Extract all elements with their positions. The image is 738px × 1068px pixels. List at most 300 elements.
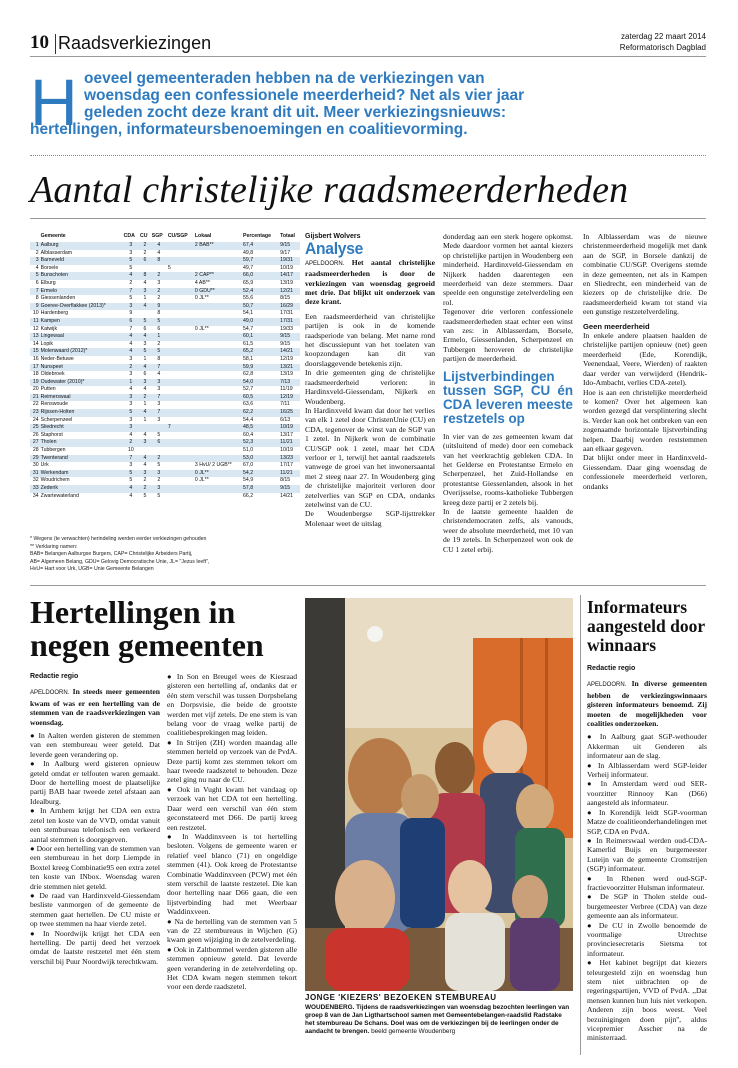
table-cell: [194, 310, 242, 318]
table-cell: Barneveld: [40, 257, 123, 265]
table-cell: [167, 432, 194, 440]
table-cell: 3: [139, 470, 151, 478]
table-row: [30, 386, 300, 394]
table-cell: [167, 439, 194, 447]
analyse-column-2: [443, 232, 573, 554]
table-notes: [30, 536, 209, 574]
table-cell: 4: [123, 272, 139, 280]
photo-caption: [305, 1004, 573, 1036]
table-cell: 5: [129, 264, 133, 271]
hertellingen-byline: Redactie regio: [30, 673, 79, 680]
table-cell: 66,2: [242, 492, 254, 499]
table-cell: 7: [123, 455, 139, 463]
table-cell: 7: [151, 364, 167, 372]
table-cell: 3: [139, 439, 151, 447]
table-cell: 62,2: [242, 409, 279, 417]
header-divider: [55, 34, 56, 54]
table-cell: 3: [123, 394, 139, 402]
table-cell: [194, 356, 242, 364]
table-cell: Werkendam: [40, 470, 123, 478]
table-cell: 2: [143, 477, 147, 484]
table-cell: 12/21: [279, 288, 300, 296]
table-cell: 30: [32, 462, 39, 469]
table-cell: 23: [30, 409, 40, 417]
analyse-byline: Gijsbert Wolvers: [305, 233, 361, 240]
hertellingen-dateline: APELDOORN.: [30, 690, 70, 697]
table-cell: [194, 250, 242, 258]
table-cell: 9: [129, 310, 133, 317]
table-cell: 6: [139, 257, 151, 265]
table-cell: 52,3: [242, 439, 279, 447]
intro-line-1: oeveel gemeenteraden hebben na de verkiezingen van: [84, 70, 485, 87]
table-cell: 6: [143, 325, 147, 332]
table-cell: 2 CAP**: [194, 272, 242, 280]
table-cell: [167, 333, 194, 341]
table-header: Percentage: [242, 233, 271, 239]
hertellingen-body-2: ● In Son en Breugel wees de Kiesraad gisteren een hertelling af, ondanks dat er één stem verschil was tussen Dorpsbelang en Dorpsvisie, die beide de grootste werden met vijf zetels. De ene stem is van belang voor de vraag welke partij de coalitiebesprekingen mag leiden. ● In Strijen (ZH) worden maandag alle stemmen herteld op verzoek van de PvdA. Deze partij komt zes stemmen tekort om haar tweede raadszetel te behouden. Deze zetel ging nu naar de CU. ● Ook in Vught kwam het vandaag op verzoek van het CDA tot een hertelling. Daar werd een verschil van één stem geconstateerd met D66. De partij kreeg een restzetel. ● In Waddinxveen is tot hertelling besloten. Volgens de gemeente waren er relatief veel blanco (71) en ongeldige stemmen (41). Ook kreeg de Protestantse Combinatie Waddinxveen (PCW) met één stem verschil de laatste restzetel. Die kan door hertelling naar D66 gaan, die een lijstverbinding had met Weerbaar Waddinxveen. ● Na de hertelling van de stemmen van 5 van de 22 stembureaus in Wijchen (G) kwam geen wijziging in de zetelverdeling. ● Ook in Zaltbommel werden gisteren alle stemmen opnieuw geteld. Dat leverde geen verandering in de zetelverdeling op. Het CDA kwam negen stemmen tekort voor een derde raadszetel.: [167, 672, 297, 992]
table-cell: 32: [32, 477, 39, 484]
table-cell: 4: [143, 462, 147, 469]
table-cell: 67,0: [242, 462, 254, 469]
table-cell: 2: [157, 340, 161, 347]
informateurs-dateline: APELDOORN.: [587, 682, 627, 689]
table-cell: 49,7: [242, 264, 254, 271]
table-row: [30, 288, 300, 296]
table-cell: 58,1: [242, 355, 254, 362]
analyse-body-3a: In Alblasserdam was de nieuwe christenmeerderheid mogelijk met dank aan de SGP, in Borsele dankzij de combinatie CU/SGP. Overigens stemde in deze gemeenten, net als in Kampen en Sliedrecht, een minderheid van de kiezers op de christelijke drie. De raadsmeerderheid kwam tot stand via een gunstige restzetelverdeling.: [583, 232, 707, 317]
table-cell: [167, 303, 194, 311]
table-cell: 2: [151, 455, 167, 463]
table-cell: [167, 318, 194, 326]
table-cell: 55,6: [242, 295, 254, 302]
page-number: 10: [30, 32, 49, 53]
table-cell: 54,1: [242, 310, 254, 317]
photo-credit: beeld gemeente Woudenberg: [371, 1028, 456, 1035]
table-cell: 10/19: [279, 424, 300, 432]
table-cell: 6: [151, 439, 167, 447]
table-row: [30, 280, 300, 288]
table-cell: 0 JL**: [194, 295, 209, 302]
table-row: [30, 485, 300, 493]
table-note: BAB= Belangen Aalburgse Burgers, CAP= Christelijke Arbeiders Partij,: [30, 551, 193, 557]
table-cell: [167, 417, 194, 425]
table-cell: 52,7: [242, 386, 254, 393]
table-cell: 5: [151, 348, 167, 356]
table-cell: 6: [123, 318, 139, 326]
table-row: [30, 310, 300, 318]
table-cell: 61,5: [242, 340, 254, 347]
table-cell: [139, 265, 151, 273]
table-cell: 11: [30, 318, 40, 326]
table-cell: 3: [30, 257, 40, 265]
header-rule: [30, 56, 706, 57]
table-row: [30, 348, 300, 356]
table-cell: 5: [129, 295, 133, 302]
table-cell: 4 AB**: [194, 279, 210, 286]
intro-dropcap: H: [30, 65, 78, 139]
informateurs-body: ● In Aalburg gaat SGP-wethouder Akkerman uit Genderen als informateur aan de slag. ● In Alblasserdam werd SGP-leider Verheij informateur. ● In Amsterdam werd oud SER-voorzitter Rinnooy Kan (D66) aangesteld als informateur. ● In Korendijk leidt SGP-voorman Matze de coalitieonderhandelingen met SGP, CDA en PvdA. ● In Reimerswaal werden oud-CDA-Kamerlid Buijs en burgemeester Luteijn van de gemeente Cromstrijen (SGP) informateur. ● In Rhenen werd oud-SGP-fractievoorzitter Hulsman informateur. ● De SGP in Tholen stelde oud-burgemeester Verbree (CDA) van deze gemeente aan als informateur. ● De CU in Zwolle benoemde de voormalige Utrechtse provinciesecretaris Sietsma tot informateur. ● Het kabinet begrijpt dat kiezers teleurgesteld zijn en woensdag hun stem niet uitbrachten op de regeringspartijen, VVD of PvdA. ,,Dat mensen kunnen hun luis niet verkopen. Anderen zijn boos weest. Veel bezuinigingen doen pijn'', aldus vicepremier Asscher na de ministerraad.: [587, 732, 707, 1043]
table-row: [30, 417, 300, 425]
table-cell: 2: [139, 394, 151, 402]
table-cell: [194, 394, 242, 402]
table-cell: 2: [151, 272, 167, 280]
analyse-body-1: Een raadsmeerderheid van christelijke partijen is ook in de komende raadsperiode van belang. Met name rond het discussiepunt van het toelaten van koopzondagen kan dit van doorslaggevende betekenis zijn. In drie gemeenten ging de christelijke raadsmeerderheid verloren: in Hardinxveld-Giessendam, Nijkerk en Woudenberg. In Hardinxveld kwam dat door het verlies van elk 1 zetel door ChristenUnie (CU) en CDA, tegenover de winst van de SGP van 1 zetel. In Nijkerk won de combinatie CU/SGP ook 1 zetel, maar het CDA verloor er 1, terwijl het aantal raadszetels vanwege de groei van het inwonersaantal met 2 steeg naar 27. In Woudenberg ging de christelijke majoriteit verloren door zetelverlies van SGP en CDA, ondanks zetelwinst van de CU. De Woudenbergse SGP-lijsttrekker Molenaar weet de uitslag: [305, 311, 435, 528]
photo-caption-place: WOUDENBERG.: [305, 1004, 355, 1011]
table-cell: 0 JL**: [194, 470, 242, 478]
publication-name: Reformatorisch Dagblad: [619, 43, 706, 52]
table-cell: 6/13: [280, 416, 291, 423]
table-row: [30, 272, 300, 280]
table-cell: 65,9: [242, 279, 254, 286]
table-cell: [139, 447, 151, 455]
intro-line-4: hertellingen, informateursbenoemingen en coalitievorming.: [30, 121, 468, 138]
table-cell: 5: [123, 409, 139, 417]
table-cell: 1: [143, 416, 147, 423]
table-row: [30, 439, 300, 447]
table-cell: [167, 326, 194, 334]
table-cell: [167, 371, 194, 379]
analyse-body-2b: In vier van de zes gemeenten kwam dat (uitsluitend of mede) door een comeback van het veerkrachtig gebleken CDA. In het Gelderse en Protestantse Ermelo en Scherpenzeel, het Zuid-Hollandse en protestantse Giessenlanden, alsook in het Overijsselse, rooms-katholieke Tubbergen kreeg deze partij er 2 zetels bij. In de laatste gemeente haalden de christendemocraten zelfs, als vanouds, weer de absolute meerderheid, met 10 van de 19 zetels. In Scherpenzeel won ook de CU 1 zetel erbij.: [443, 431, 573, 554]
table-row: [30, 295, 300, 303]
hertellingen-column-1: [30, 672, 160, 966]
table-cell: 20: [32, 386, 39, 393]
table-cell: [194, 432, 242, 440]
table-cell: 13: [30, 333, 40, 341]
table-row: [30, 257, 300, 265]
table-cell: 3: [157, 279, 161, 286]
analyse-label: Analyse: [305, 239, 364, 259]
table-cell: 1: [151, 333, 167, 341]
table-cell: 3: [143, 340, 147, 347]
analyse-lead-text: Het aantal christelijke raadsmeerderheden is door de verkiezingen van woensdag gegroeid met drie. Dat blijkt uit onderzoek van deze krant.: [305, 257, 435, 307]
table-cell: 17/31: [280, 310, 294, 317]
table-cell: 2: [123, 439, 139, 447]
table-note: ** Verklaring namen:: [30, 543, 78, 550]
informateurs-lead-text: In diverse gemeenten hebben de verkiezingswinnaars gisteren informateurs benoemd. Zij moeten de mogelijkheden voor coalities onderzoeken.: [587, 679, 707, 729]
table-cell: 2: [35, 249, 39, 256]
table-cell: 5: [167, 264, 171, 271]
table-cell: 7: [123, 288, 139, 296]
table-cell: [151, 424, 167, 432]
photo-caption-text: Tijdens de raadsverkiezingen van woensdag bezochten leerlingen van groep 8 van de Jan Ligthartschool samen met Gemeentebelangen-raadslid Radstake het stembureau De Schans. Doel was om de verkiezingen bij de leerlingen onder de aandacht te brengen.: [305, 1004, 570, 1035]
table-cell: 50,7: [242, 303, 279, 311]
table-cell: Nunspeet: [40, 364, 123, 372]
table-cell: Goeree-Overflakkee (2013)*: [40, 303, 123, 311]
table-cell: 1: [30, 242, 40, 250]
table-cell: 2: [157, 477, 161, 484]
table-cell: Ermelo: [40, 288, 123, 296]
table-cell: 54,9: [242, 477, 254, 484]
table-cell: 2: [143, 249, 147, 256]
table-cell: 2: [139, 242, 151, 250]
analyse-lead: [305, 258, 435, 307]
table-cell: [167, 310, 194, 318]
table-cell: 1: [143, 295, 147, 302]
table-cell: [167, 242, 194, 250]
table-cell: 5: [129, 477, 133, 484]
table-cell: 5: [151, 318, 167, 326]
table-cell: Sliedrecht: [40, 424, 123, 432]
table-cell: 2: [157, 295, 161, 302]
table-cell: 12/19: [279, 394, 300, 402]
table-cell: 3: [123, 424, 139, 432]
table-cell: Reimerswaal: [40, 394, 123, 402]
table-cell: Tubbergen: [40, 447, 66, 454]
table-cell: 3: [129, 401, 133, 408]
table-cell: 7: [129, 325, 133, 332]
table-cell: 4: [157, 249, 161, 256]
table-cell: Kampen: [40, 318, 123, 326]
table-cell: 13/19: [280, 371, 294, 378]
table-cell: [167, 295, 194, 303]
table-cell: 16/25: [279, 409, 300, 417]
table-cell: 16: [32, 355, 39, 362]
table-cell: 19/33: [280, 325, 294, 332]
table-cell: 31: [30, 470, 40, 478]
analyse-subhead-geen: Geen meerderheid: [583, 321, 650, 331]
table-cell: 3: [157, 416, 161, 423]
photo-caption-title: JONGE 'KIEZERS' BEZOEKEN STEMBUREAU: [305, 993, 497, 1002]
table-row: [30, 493, 300, 501]
table-cell: 4: [129, 340, 133, 347]
table-cell: [167, 250, 194, 258]
table-cell: 17/31: [279, 318, 300, 326]
table-cell: 12: [32, 325, 39, 332]
table-row: [30, 455, 300, 463]
table-cell: [167, 485, 194, 493]
analyse-subheadline: Lijstverbindingen tussen SGP, CU én CDA leveren meeste restzetels op: [443, 368, 573, 426]
table-cell: [151, 265, 167, 273]
table-cell: [167, 462, 194, 470]
table-header: CU/SGP: [167, 233, 188, 239]
table-cell: 63,6: [242, 401, 254, 408]
table-cell: [167, 447, 194, 455]
table-cell: Borsele: [40, 264, 59, 271]
table-row: [30, 265, 300, 273]
table-cell: 5: [139, 318, 151, 326]
table-cell: 7: [151, 394, 167, 402]
table-cell: 4: [123, 485, 139, 493]
table-cell: 26: [32, 431, 39, 438]
table-cell: Bunschoten: [40, 272, 123, 280]
table-cell: 1: [123, 379, 139, 387]
table-cell: [167, 341, 194, 349]
analyse-dateline: APELDOORN.: [305, 260, 345, 267]
table-cell: 4: [139, 364, 151, 372]
table-cell: 4: [139, 333, 151, 341]
table-cell: [167, 348, 194, 356]
table-cell: 2 BAB**: [194, 242, 242, 250]
table-cell: 2: [129, 279, 133, 286]
table-cell: [167, 409, 194, 417]
table-cell: 3: [123, 303, 139, 311]
table-cell: 14/21: [279, 348, 300, 356]
table-row: [30, 462, 300, 470]
table-row: [30, 394, 300, 402]
table-cell: [194, 303, 242, 311]
table-cell: 13/19: [280, 279, 294, 286]
table-cell: Oldebroek: [40, 371, 65, 378]
table-cell: [194, 401, 242, 409]
table-cell: Giessenlanden: [40, 295, 76, 302]
table-cell: 17/17: [280, 462, 294, 469]
table-cell: 7/13: [279, 379, 300, 387]
table-cell: 5: [143, 492, 147, 499]
table-cell: 7: [151, 409, 167, 417]
table-cell: [167, 401, 194, 409]
table-cell: 49,8: [242, 249, 254, 256]
table-row: [30, 318, 300, 326]
column-divider: [580, 595, 581, 1055]
table-cell: Lopik: [40, 340, 54, 347]
table-cell: [167, 280, 194, 288]
table-cell: 13/23: [279, 455, 300, 463]
table-cell: Tholen: [40, 439, 123, 447]
table-cell: [194, 371, 242, 379]
table-header: Lokaal: [194, 233, 212, 239]
analyse-body-3b: In enkele andere plaatsen haalden de christelijke partijen opnieuw (net) geen meerderheid (Ede, Korendijk, Veenendaal, Veere, Wierden) of raakten daar verder van verwijderd (Hendrik-Ido-Ambacht, verlies CDA-zetel). Hoe is aan een christelijke meerderheid te komen? Over het algemeen kan worden gezegd dat versplintering slecht is. Verder kan ook het ontbreken van een zogenaamde horizontale lijstverbinding helpen. Daarbij worden reststemmen aan elkaar gegeven. Dat blijkt onder meer in Hardinxveld-Giessendam. Daar ging woensdag de confessionele meerderheid verloren, ondanks: [583, 331, 707, 491]
section-rule: [30, 585, 706, 586]
table-row: [30, 242, 300, 250]
table-cell: 9/15: [280, 340, 291, 347]
table-cell: Oudewater (2010)*: [40, 379, 123, 387]
table-cell: [194, 386, 242, 394]
analyse-body-2a: donderdag aan een sterk hogere opkomst. Mede daardoor vormen het aantal kiezers op christelijke partijen in Woudenberg een minderheid. Hardinxveld-Giessendam en Nijkerk hadden daarentegen een meerderheid van deze stemmers. Daar speelde een ongunstige zetelverdeling een rol. Tegenover drie verloren confessionele raadsmeerderheden staat echter een winst van zes: in Alblasserdam, Borsele, Ermelo, Giessenlanden, Scherpenzeel en Tubbergen heroveren de christelijke partijen de meerderheid.: [443, 232, 573, 364]
table-cell: Scherpenzeel: [40, 416, 73, 423]
table-cell: [139, 310, 151, 318]
table-cell: 13/21: [279, 364, 300, 372]
table-cell: 4: [139, 455, 151, 463]
table-cell: Alblasserdam: [40, 249, 73, 256]
table-cell: 12/19: [280, 355, 294, 362]
table-cell: 3: [129, 416, 133, 423]
table-cell: 62,8: [242, 371, 254, 378]
title-rule: [30, 218, 706, 219]
table-cell: 8: [157, 310, 161, 317]
table-cell: 2: [123, 364, 139, 372]
table-cell: Zwartewaterland: [40, 492, 79, 499]
table-cell: 2: [151, 288, 167, 296]
table-cell: 4: [157, 371, 161, 378]
table-cell: [167, 394, 194, 402]
table-cell: 54,0: [242, 379, 279, 387]
table-cell: [194, 318, 242, 326]
analyse-column-3: [583, 232, 707, 491]
table-header-row: [30, 232, 300, 242]
table-cell: 3: [151, 379, 167, 387]
table-cell: [151, 447, 167, 455]
informateurs-lead: [587, 679, 707, 728]
table-cell: 59,9: [242, 364, 279, 372]
table-note: * Wegens (te verwachten) herindeling werden eerder verkiezingen gehouden: [30, 536, 207, 542]
table-cell: 4: [143, 279, 147, 286]
table-cell: [194, 257, 242, 265]
table-cell: 3: [151, 470, 167, 478]
table-cell: 14/21: [280, 492, 294, 499]
table-cell: Elburg: [40, 279, 56, 286]
table-cell: 4: [129, 386, 133, 393]
table-cell: 11/19: [280, 386, 293, 393]
table-cell: [194, 333, 242, 341]
table-cell: 48,5: [242, 424, 279, 432]
table-cell: [194, 364, 242, 372]
table-cell: 57,8: [242, 485, 279, 493]
table-cell: 6: [143, 371, 147, 378]
table-cell: 4: [143, 431, 147, 438]
table-cell: 49,0: [242, 318, 279, 326]
table-cell: 0 JL**: [194, 325, 209, 332]
table-row: [30, 371, 300, 379]
table-header: Totaal: [280, 233, 295, 239]
table-cell: [167, 356, 194, 364]
table-cell: Lingewaal: [40, 333, 123, 341]
table-cell: 54,7: [242, 325, 254, 332]
table-cell: 6: [35, 279, 39, 286]
table-cell: 3: [139, 288, 151, 296]
table-cell: [167, 379, 194, 387]
table-cell: Woudrichem: [40, 477, 70, 484]
table-cell: Renswoude: [40, 401, 69, 408]
table-cell: 27: [30, 439, 40, 447]
table-cell: [194, 493, 242, 501]
table-cell: Staphorst: [40, 431, 63, 438]
table-cell: 5: [30, 272, 40, 280]
table-cell: [194, 485, 242, 493]
table-cell: 5: [123, 470, 139, 478]
hertellingen-lead: [30, 687, 160, 727]
table-cell: [194, 379, 242, 387]
table-row: [30, 447, 300, 455]
table-cell: 18: [32, 371, 39, 378]
table-cell: 2: [139, 485, 151, 493]
table-cell: Molenwaard (2012)*: [40, 348, 123, 356]
table-cell: 10/19: [280, 264, 294, 271]
table-cell: Aalburg: [40, 242, 123, 250]
table-cell: 66,0: [242, 272, 279, 280]
table-cell: 3 HvU/ 2 UGB**: [194, 462, 232, 469]
table-cell: 34: [32, 492, 39, 499]
table-cell: 21: [30, 394, 40, 402]
table-cell: [167, 493, 194, 501]
table-cell: [167, 272, 194, 280]
table-cell: [194, 348, 242, 356]
table-cell: 60,1: [242, 333, 279, 341]
table-cell: 14: [32, 340, 39, 347]
table-cell: [167, 477, 194, 485]
hertellingen-body-1: ● In Aalten werden gisteren de stemmen van een stembureau weer geteld. Dat leverde geen verandering op. ● In Aalburg werd gisteren opnieuw geteld omdat er telfouten waren gemaakt. Door de hertelling moest de plaatselijke partij BAB haar tweede zetel afstaan aan Idealburg. ● In Arnhem krijgt het CDA een extra zetel ten koste van de VVD, omdat vanuit een stembureau telefonisch een verkeerd aantal stemmen is doorgegeven. ● Door een hertelling van de stemmen van een stembureau in het dorp Liempde in Boxtel kreeg Combinatie95 een extra zetel ten koste van INbox. Woensdag waren drie stemmen niet geteld. ● De raad van Hardinxveld-Giessendam besliste vanmorgen of de gemeente de stemmen gaat hertellen. De CU miste er op twee stemmen na haar vierde zetel. ● In Noordwijk krijgt het CDA een hertelling. De partij deed het verzoek omdat de laatste restzetel met één stem verschil bij Puur Noordwijk terechtkwam.: [30, 731, 160, 966]
table-cell: 4: [143, 386, 147, 393]
table-cell: 16/29: [279, 303, 300, 311]
table-cell: [194, 424, 242, 432]
table-cell: 3: [129, 249, 133, 256]
table-note: AB= Algemeen Belang, GDU= Gelovig Democratische Unie, JL= "Jezus leeft",: [30, 558, 210, 565]
table-cell: 54,4: [242, 416, 254, 423]
table-header: CU: [140, 233, 148, 239]
table-cell: 1: [143, 401, 147, 408]
table-cell: 19/31: [279, 257, 300, 265]
table-cell: [194, 447, 242, 455]
table-cell: [139, 424, 151, 432]
hertellingen-title: Hertellingen in negen gemeenten: [30, 594, 264, 663]
table-cell: 11/21: [279, 439, 300, 447]
section-title: Raadsverkiezingen: [58, 33, 212, 53]
table-row: [30, 401, 300, 409]
hertellingen-lead-text: In steeds meer gemeenten kwam of was er een hertelling van de stemmen van de raadsverkiezingen van woensdag.: [30, 687, 160, 727]
table-note: HvU= Hart voor Urk, UGB= Unie Gemeente Belangen: [30, 566, 154, 572]
table-row: [30, 432, 300, 440]
stembureau-photo: [305, 598, 573, 991]
main-title: Aantal christelijke raadsmeerderheden: [30, 169, 629, 211]
